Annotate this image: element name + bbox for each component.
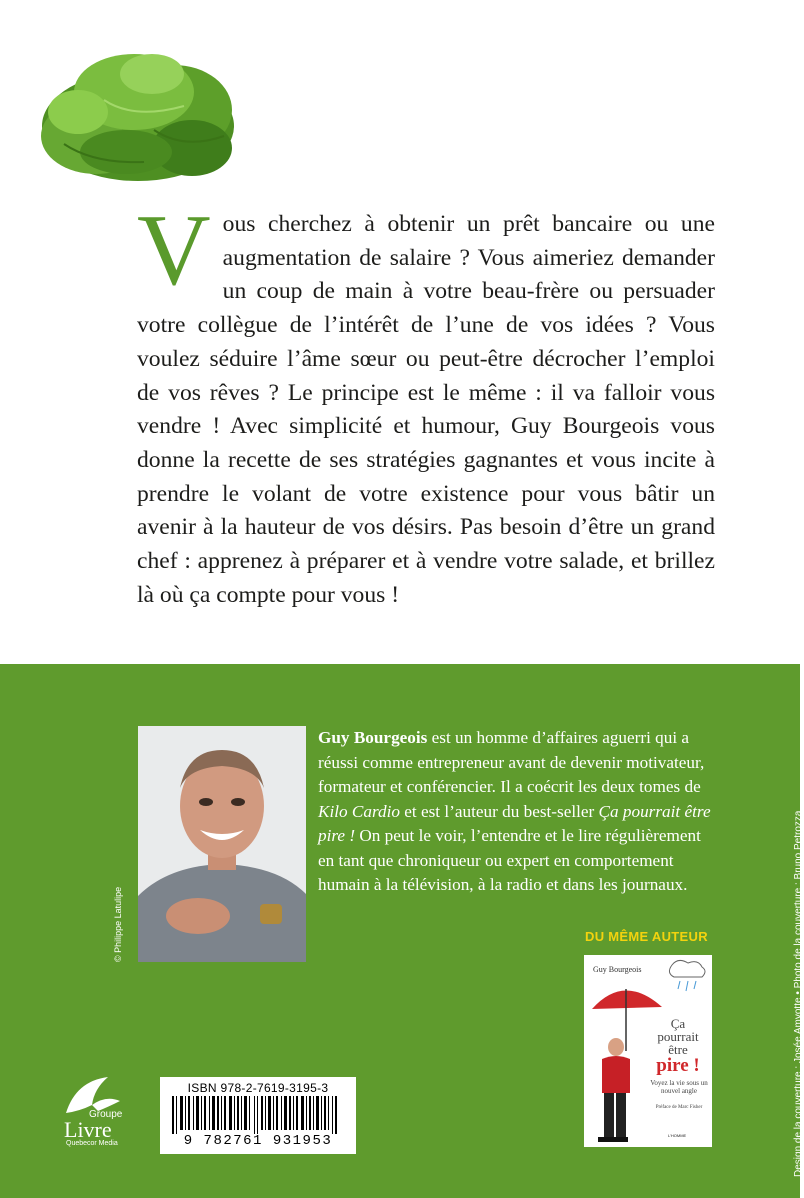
photo-credit: © Philippe Latulipe [113,886,123,962]
blurb-text: ous cherchez à obtenir un prêt bancaire ou une augmentation de salaire ? Vous aimeriez demander un coup de main à votre beau-frère ou persuader votre collègue de l’intérêt de l’une de vos idées ? Vous voulez séduire l’âme sœur ou peut-être décrocher l’emploi de vos rêves ? Le principe est le même : il va falloir vous vendre ! Avec simplicité et humour, Guy Bourgeois vous donne la recette de ses stratégies gagnantes et vous incite à prendre le volant de votre existence pour vous bâtir un avenir à la hauteur de vos désirs. Pas besoin d’être un grand chef : apprenez à préparer et à vendre votre salade, et brillez là où ça compte pour vous ! [137,211,715,608]
bio-text-2: et est l’auteur du best-seller [399,801,599,821]
title-line-3: être [668,1042,688,1057]
barcode-bars [170,1096,346,1134]
bio-text-3: On peut le voir, l’entendre et le lire régulièrement en tant que chroniqueur ou expert en comportement humain à la télévision, à la radio et dans les journaux. [318,826,701,894]
drop-cap: V [137,194,211,307]
book-title-ca-pourrait: Ça pourrait être pire ! [318,801,711,845]
logo-quebecor: Quebecor Media [66,1140,118,1147]
lettuce-illustration [34,40,239,190]
barcode-digits: 9 782761 931953 [183,1133,333,1149]
other-book-preface: Préface de Marc Fisher [655,1105,703,1110]
bio-text-1: est un homme d’affaires aguerri qui a réussi comme entrepreneur avant de devenir motivateur, formateur et conférencier. Il a coécrit les deux tomes de [318,728,705,796]
book-title-kilo-cardio: Kilo Cardio [318,801,400,821]
author-photo [138,726,306,962]
title-line-4: pire ! [656,1055,700,1076]
other-book-subtitle: Voyez la vie sous un nouvel angle [650,1079,708,1095]
title-line-1: Ça [670,1016,686,1031]
other-book-cover [584,955,712,1147]
other-book-author: Guy Bourgeois [593,965,642,974]
isbn-text: ISBN 978-2-7619-3195-3 [187,1081,329,1095]
isbn-barcode [160,1077,356,1154]
author-bio [318,726,715,898]
other-book-publisher: L’HOMME [668,1133,687,1138]
same-author-heading: DU MÊME AUTEUR [585,929,708,944]
logo-groupe: Groupe [89,1109,123,1120]
back-cover-blurb [137,194,715,612]
other-book-title [648,1017,708,1076]
title-line-2: pourrait [657,1029,699,1044]
logo-livre: Livre [64,1117,112,1142]
author-name: Guy Bourgeois [318,728,428,747]
cover-credits: Design de la couverture : Josée Amyotte • Photo de la couverture : Bruno Petrozza [793,810,804,1177]
